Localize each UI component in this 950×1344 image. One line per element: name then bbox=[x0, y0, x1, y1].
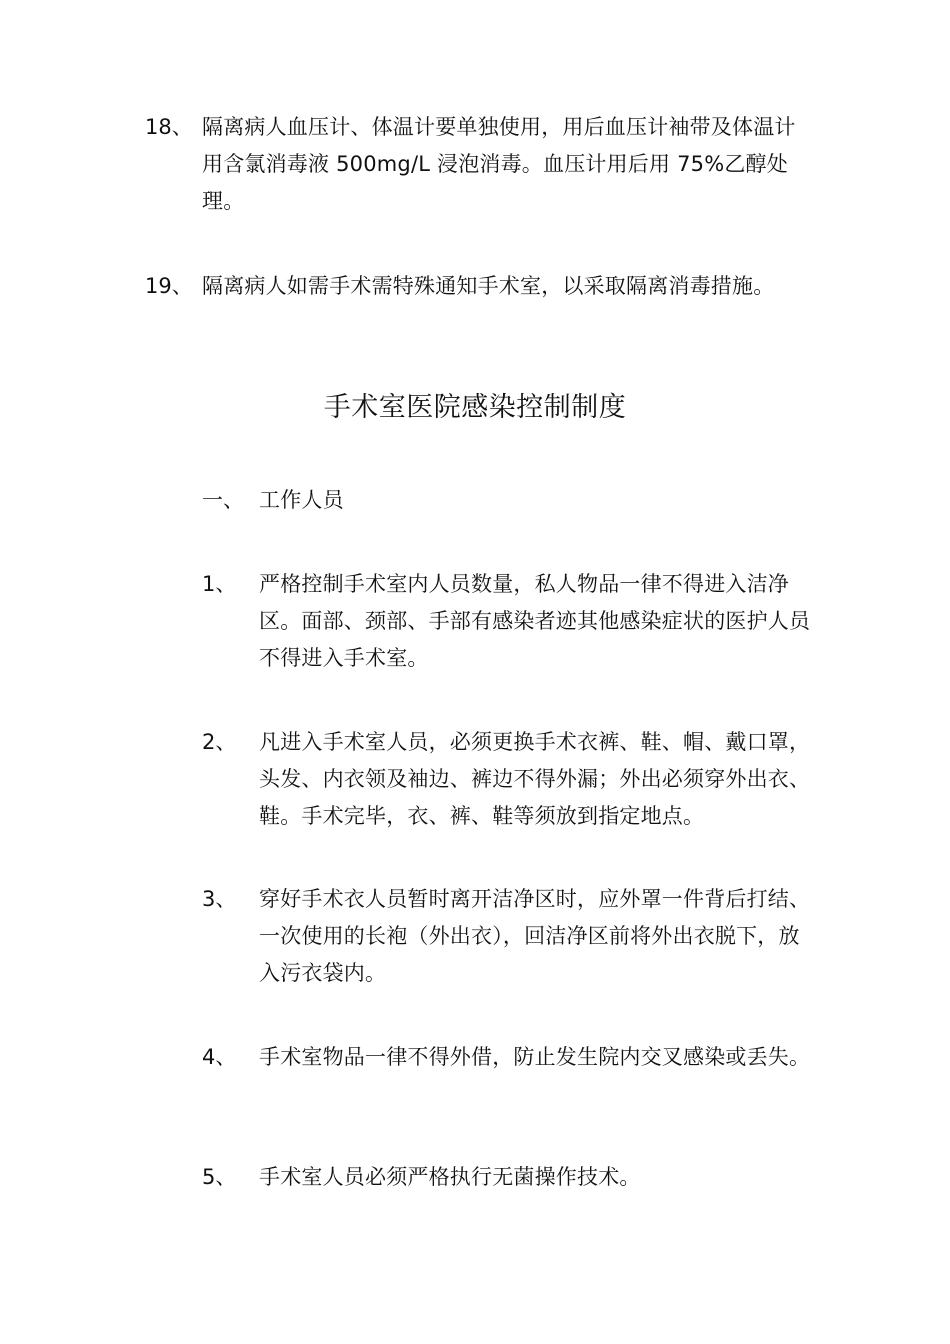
item-text: 隔离病人血压计、体温计要单独使用，用后血压计袖带及体温计用含氯消毒液 500mg/L 浸泡消毒。血压计用后用 75%乙醇处理。 bbox=[202, 115, 796, 213]
list-item-1 bbox=[202, 566, 819, 677]
list-item-5 bbox=[202, 1159, 819, 1196]
item-number: 19、 bbox=[145, 274, 193, 298]
item-number: 1、 bbox=[202, 572, 237, 596]
item-number: 18、 bbox=[145, 115, 193, 139]
item-number: 5、 bbox=[202, 1165, 237, 1189]
heading-text: 工作人员 bbox=[259, 488, 344, 512]
item-text: 手术室人员必须严格执行无菌操作技术。 bbox=[259, 1165, 641, 1189]
section-heading bbox=[202, 482, 819, 519]
list-item-2 bbox=[202, 724, 819, 835]
item-text: 手术室物品一律不得外借，防止发生院内交叉感染或丢失。 bbox=[259, 1045, 811, 1069]
section-title: 手术室医院感染控制制度 bbox=[323, 392, 627, 423]
item-number: 4、 bbox=[202, 1045, 237, 1069]
list-item-3 bbox=[202, 881, 819, 992]
heading-number: 一、 bbox=[202, 488, 244, 512]
item-number: 3、 bbox=[202, 887, 237, 911]
item-text: 穿好手术衣人员暂时离开洁净区时，应外罩一件背后打结、一次使用的长袍（外出衣），回洁净区前将外出衣脱下，放入污衣袋内。 bbox=[259, 887, 811, 985]
list-item-18 bbox=[145, 109, 810, 220]
item-text: 严格控制手术室内人员数量，私人物品一律不得进入洁净区。面部、颈部、手部有感染者迹其他感染症状的医护人员不得进入手术室。 bbox=[259, 572, 811, 670]
list-item-4 bbox=[202, 1039, 819, 1076]
item-number: 2、 bbox=[202, 730, 237, 754]
item-text: 凡进入手术室人员，必须更换手术衣裤、鞋、帽、戴口罩，头发、内衣领及袖边、裤边不得外漏；外出必须穿外出衣、鞋。手术完毕，衣、裤、鞋等须放到指定地点。 bbox=[259, 730, 811, 828]
list-item-19 bbox=[145, 268, 810, 305]
item-text: 隔离病人如需手术需特殊通知手术室，以采取隔离消毒措施。 bbox=[202, 274, 775, 298]
